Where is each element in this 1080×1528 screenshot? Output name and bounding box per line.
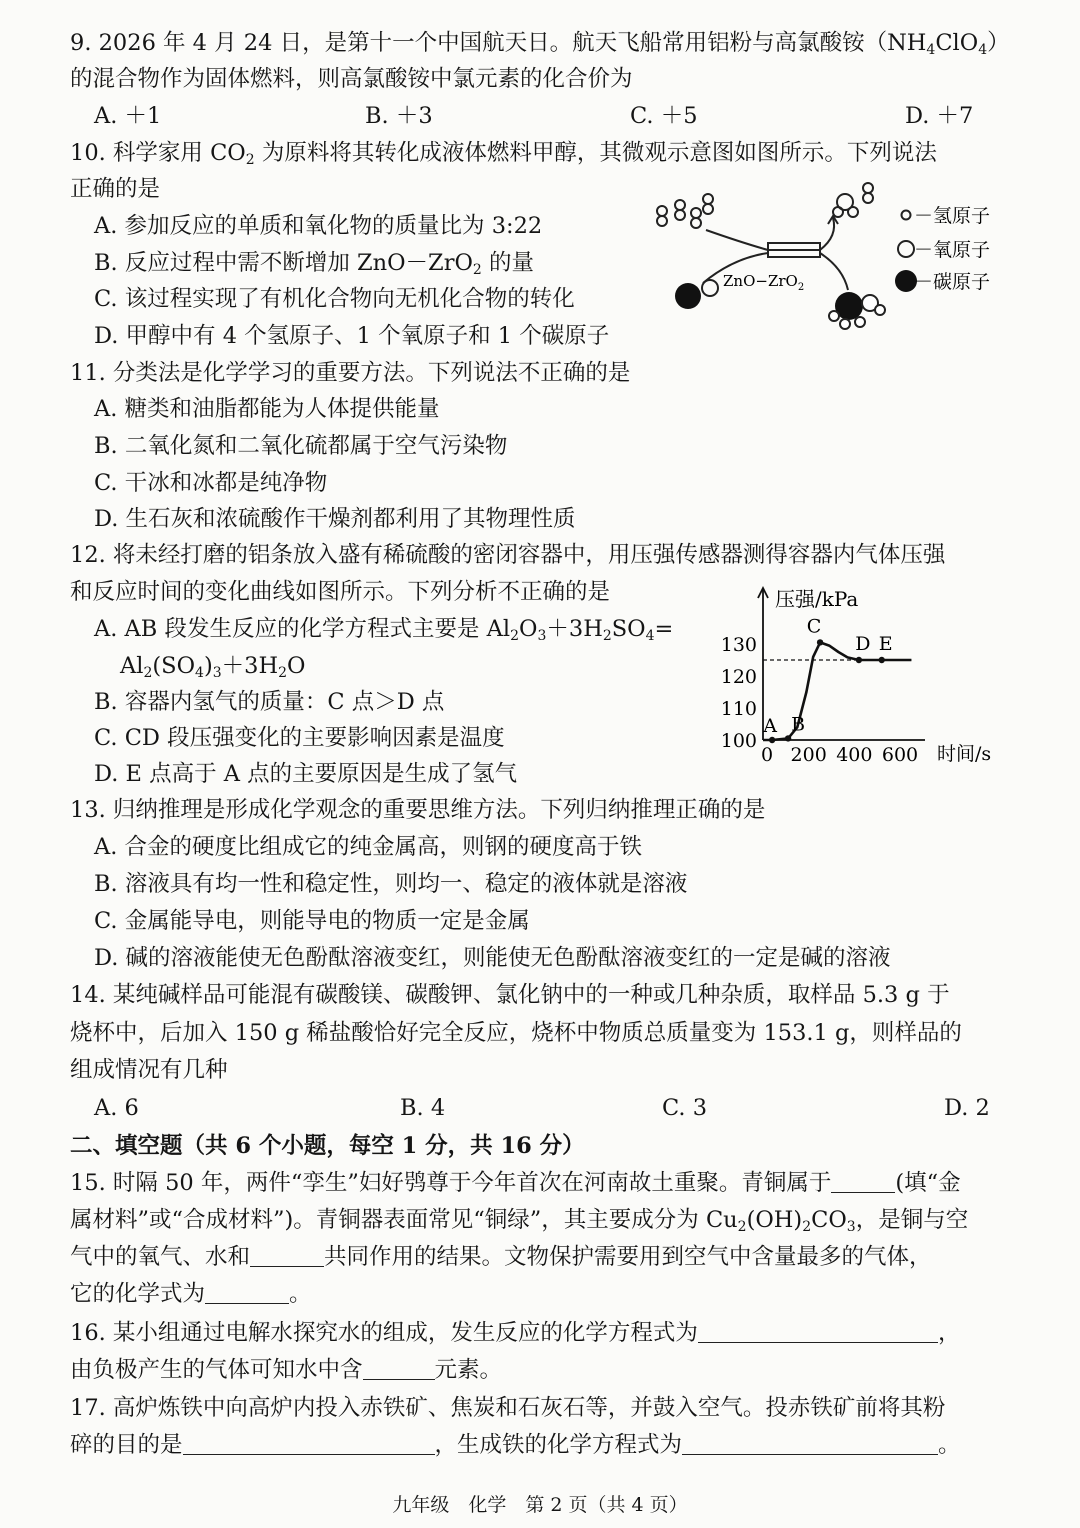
q14-option-b: B. 4 xyxy=(400,1095,446,1121)
q13-option-b: B. 溶液具有均一性和稳定性，则均一、稳定的液体就是溶液 xyxy=(94,871,688,897)
point-label-E: E xyxy=(878,633,893,655)
q16-blank-1[interactable] xyxy=(698,1320,938,1343)
q14-option-c: C. 3 xyxy=(662,1095,708,1121)
q12-option-c: C. CD 段压强变化的主要影响因素是温度 xyxy=(94,725,505,751)
q17-blank-1[interactable] xyxy=(183,1432,435,1455)
legend-oxygen: －氧原子 xyxy=(914,239,991,261)
q10-option-c: C. 该过程实现了有机化合物向无机化合物的转化 xyxy=(94,286,575,312)
q14-line3: 组成情况有几种 xyxy=(70,1057,228,1083)
q12-line1: 12. 将未经打磨的铝条放入盛有稀硫酸的密闭容器中，用压强传感器测得容器内气体压强 xyxy=(70,542,946,568)
q15-blank-2[interactable] xyxy=(250,1244,324,1267)
x-tick-0: 0 xyxy=(760,744,774,766)
q14-line1: 14. 某纯碱样品可能混有碳酸镁、碳酸钾、氯化钠中的一种或几种杂质，取样品 5.3 g 于 xyxy=(70,982,950,1008)
q10-option-a: A. 参加反应的单质和氧化物的质量比为 3:22 xyxy=(94,213,543,239)
pressure-time-chart xyxy=(715,578,1015,778)
q15-line4: 它的化学式为 。 xyxy=(70,1281,312,1307)
q10-line2: 正确的是 xyxy=(70,176,161,202)
point-label-B: B xyxy=(791,713,806,736)
point-label-C: C xyxy=(806,615,822,638)
q9-option-b: B. ＋3 xyxy=(365,103,433,129)
catalyst-label: ZnO−ZrO$_2$ xyxy=(723,272,805,293)
x-axis-label: 时间/s xyxy=(937,743,992,765)
legend-carbon: －碳原子 xyxy=(914,271,991,293)
point-B xyxy=(785,735,791,741)
q16-line1: 16. 某小组通过电解水探究水的组成，发生反应的化学方程式为 ， xyxy=(70,1320,961,1346)
page-footer: 九年级 化学 第 2 页（共 4 页） xyxy=(392,1494,688,1516)
point-E xyxy=(879,657,885,663)
q13-option-a: A. 合金的硬度比组成它的纯金属高，则钢的硬度高于铁 xyxy=(94,834,643,860)
q14-line2: 烧杯中，后加入 150 g 稀盐酸恰好完全反应，烧杯中物质总质量变为 153.1 g，则样品的 xyxy=(70,1020,962,1046)
point-A xyxy=(769,737,775,743)
y-tick-120: 120 xyxy=(720,666,757,688)
q15-line2: 属材料”或“合成材料”)。青铜器表面常见“铜绿”，其主要成分为 $Cu_2(OH)_2CO_3$，是铜与空 xyxy=(70,1207,969,1235)
legend-oxygen-icon xyxy=(898,241,914,257)
q12-option-b: B. 容器内氢气的质量：C 点＞D 点 xyxy=(94,689,445,715)
y-tick-130: 130 xyxy=(720,634,757,656)
legend-hydrogen: －氢原子 xyxy=(914,205,991,227)
q11-option-c: C. 干冰和冰都是纯净物 xyxy=(94,470,328,496)
x-tick-200: 200 xyxy=(790,744,827,766)
legend-hydrogen-icon xyxy=(902,211,911,220)
x-tick-400: 400 xyxy=(836,744,873,766)
q17-line1: 17. 高炉炼铁中向高炉内投入赤铁矿、焦炭和石灰石等，并鼓入空气。投赤铁矿前将其粉 xyxy=(70,1395,946,1421)
q9-line2: 的混合物作为固体燃料，则高氯酸铵中氯元素的化合价为 xyxy=(70,66,633,92)
x-tick-600: 600 xyxy=(881,744,919,766)
q11-stem: 11. 分类法是化学学习的重要方法。下列说法不正确的是 xyxy=(70,360,631,386)
q17-blank-2[interactable] xyxy=(682,1432,938,1455)
q12-option-a-line2: $Al_2(SO_4)_3+3H_2O$ xyxy=(120,653,306,681)
q11-option-a: A. 糖类和油脂都能为人体提供能量 xyxy=(94,396,440,422)
q9-option-c: C. ＋5 xyxy=(630,103,698,129)
q16-line2: 由负极产生的气体可知水中含 元素。 xyxy=(70,1357,503,1383)
point-C xyxy=(817,639,823,645)
point-label-A: A xyxy=(763,715,778,737)
q11-option-b: B. 二氧化氮和二氧化硫都属于空气污染物 xyxy=(94,433,508,459)
q12-line2: 和反应时间的变化曲线如图所示。下列分析不正确的是 xyxy=(70,579,611,605)
point-label-D: D xyxy=(855,633,871,655)
y-axis-label: 压强/kPa xyxy=(775,587,859,611)
q13-option-c: C. 金属能导电，则能导电的物质一定是金属 xyxy=(94,908,530,934)
q13-stem: 13. 归纳推理是形成化学观念的重要思维方法。下列归纳推理正确的是 xyxy=(70,797,766,823)
q14-option-a: A. 6 xyxy=(94,1095,139,1121)
q15-blank-1[interactable] xyxy=(831,1170,895,1193)
section-2-heading: 二、填空题（共 6 个小题，每空 1 分，共 16 分） xyxy=(70,1133,585,1159)
q17-line2: 碎的目的是 ，生成铁的化学方程式为 。 xyxy=(70,1432,961,1458)
q10-option-d: D. 甲醇中有 4 个氢原子、1 个氧原子和 1 个碳原子 xyxy=(94,323,610,349)
y-tick-100: 100 xyxy=(720,730,757,752)
q9-line1: 9. 2026 年 4 月 24 日，是第十一个中国航天日。航天飞船常用铝粉与高氯酸铵$(NH_4ClO_4)$ xyxy=(70,30,1010,58)
point-D xyxy=(856,657,862,663)
q11-option-d: D. 生石灰和浓硫酸作干燥剂都利用了其物理性质 xyxy=(94,506,576,532)
q16-blank-2[interactable] xyxy=(363,1357,435,1380)
q10-option-b: B. 反应过程中需不断增加 ZnO－ZrO$_2$ 的量 xyxy=(94,250,534,278)
pressure-curve xyxy=(763,642,911,740)
q9-option-a: A. ＋1 xyxy=(94,103,162,129)
q10-line1: 10. 科学家用 $CO_2$ 为原料将其转化成液体燃料甲醇，其微观示意图如图所示。下列说法 xyxy=(70,140,937,168)
y-tick-110: 110 xyxy=(720,698,757,720)
q13-option-d: D. 碱的溶液能使无色酚酞溶液变红，则能使无色酚酞溶液变红的一定是碱的溶液 xyxy=(94,945,891,971)
q15-line3: 气中的氧气、水和 共同作用的结果。文物保护需要用到空气中含量最多的气体， xyxy=(70,1244,932,1270)
q15-blank-3[interactable] xyxy=(205,1281,289,1304)
q9-option-d: D. ＋7 xyxy=(905,103,974,129)
q12-option-a-line1: A. AB 段发生反应的化学方程式主要是 $Al_2O_3+3H_2SO_4=$ xyxy=(94,616,674,644)
q14-option-d: D. 2 xyxy=(944,1095,990,1121)
q12-option-d: D. E 点高于 A 点的主要原因是生成了氢气 xyxy=(94,761,518,787)
q15-line1: 15. 时隔 50 年，两件“孪生”妇好鸮尊于今年首次在河南故土重聚。青铜属于 (填“金 xyxy=(70,1170,961,1196)
q10-micro-diagram xyxy=(648,178,1020,333)
